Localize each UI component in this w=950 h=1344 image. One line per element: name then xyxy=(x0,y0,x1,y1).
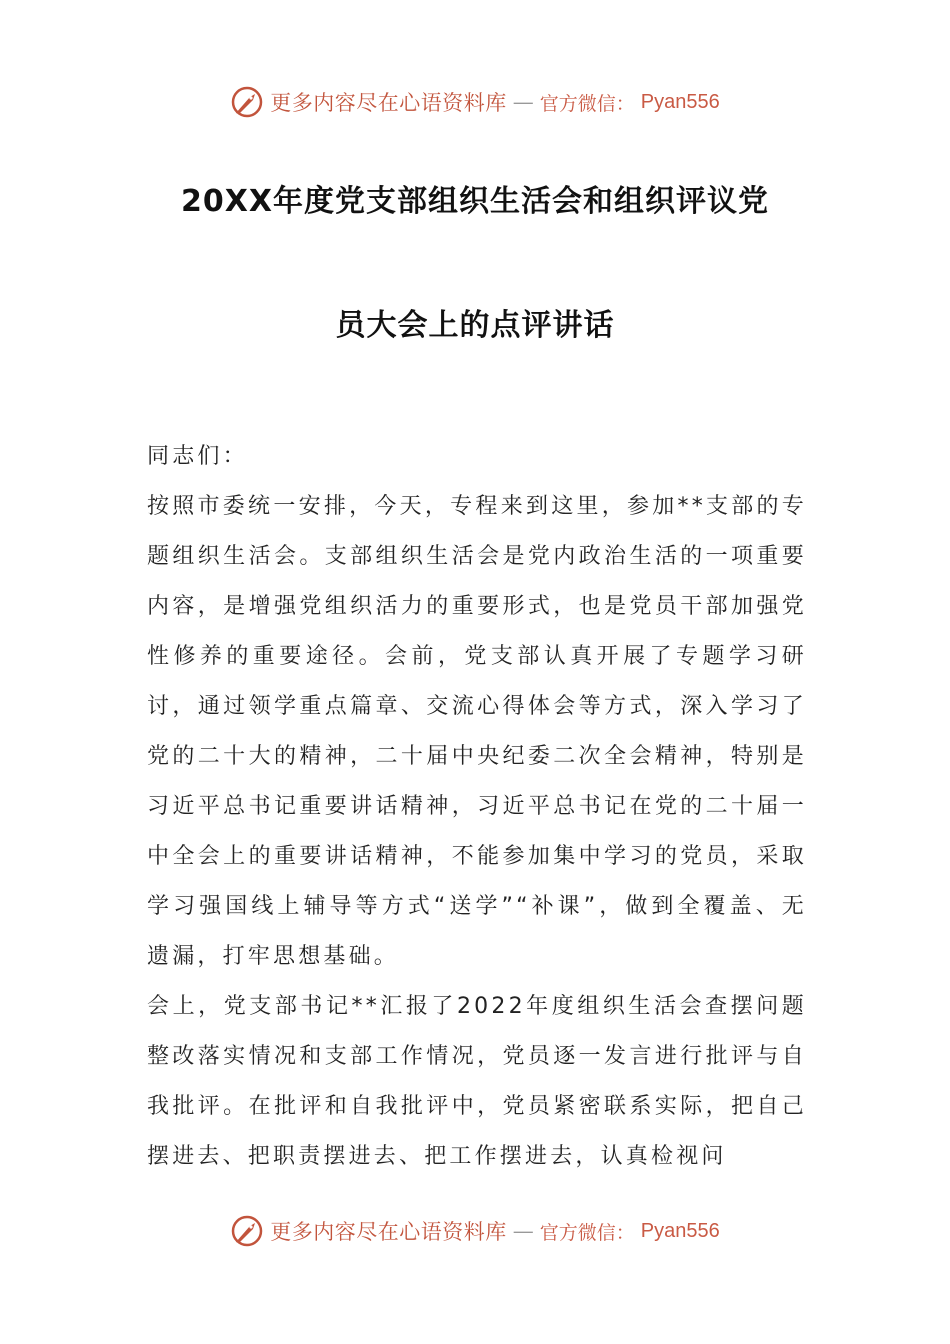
document-title-line-2: 员大会上的点评讲话 xyxy=(335,308,615,343)
pen-nib-logo-icon xyxy=(230,1214,264,1248)
paragraph-1: 按照市委统一安排，今天，专程来到这里，参加**支部的专题组织生活会。支部组织生活会是党内政治生活的一项重要内容，是增强党组织活力的重要形式，也是党员干部加强党性修养的重要途径。会前，党支部认真开展了专题学习研讨，通过领学重点篇章、交流心得体会等方式，深入学习了党的二十大的精神，二十届中央纪委二次全会精神，特别是习近平总书记重要讲话精神，习近平总书记在党的二十届一中全会上的重要讲话精神，不能参加集中学习的党员，采取学习强国线上辅导等方式“送学”“补课”，做到全覆盖、无遗漏，打牢思想基础。 xyxy=(147,494,807,969)
banner-wechat-account: Pyan556 xyxy=(640,1219,720,1242)
banner-wechat-label: 官方微信： xyxy=(539,92,635,115)
banner-dash: — xyxy=(512,1219,534,1243)
greeting: 同志们： xyxy=(147,444,248,469)
banner-site-text: 更多内容尽在心语资料库 xyxy=(270,91,507,115)
banner-wechat-account: Pyan556 xyxy=(640,90,720,113)
paragraph-2: 会上，党支部书记**汇报了2022年度组织生活会查摆问题整改落实情况和支部工作情况，党员逐一发言进行批评与自我批评。在批评和自我批评中，党员紧密联系实际，把自己摆进去、把职责摆进去、把工作摆进去，认真检视问 xyxy=(147,994,807,1169)
banner-site-text: 更多内容尽在心语资料库 xyxy=(270,1220,507,1244)
banner-dash: — xyxy=(512,90,534,114)
document-body xyxy=(147,432,807,1182)
pen-nib-logo-icon xyxy=(230,85,264,119)
footer-banner xyxy=(0,1211,950,1251)
header-banner xyxy=(0,82,950,122)
banner-wechat-label: 官方微信： xyxy=(539,1221,635,1244)
document-title-line-1: 20XX年度党支部组织生活会和组织评议党 xyxy=(180,184,769,219)
